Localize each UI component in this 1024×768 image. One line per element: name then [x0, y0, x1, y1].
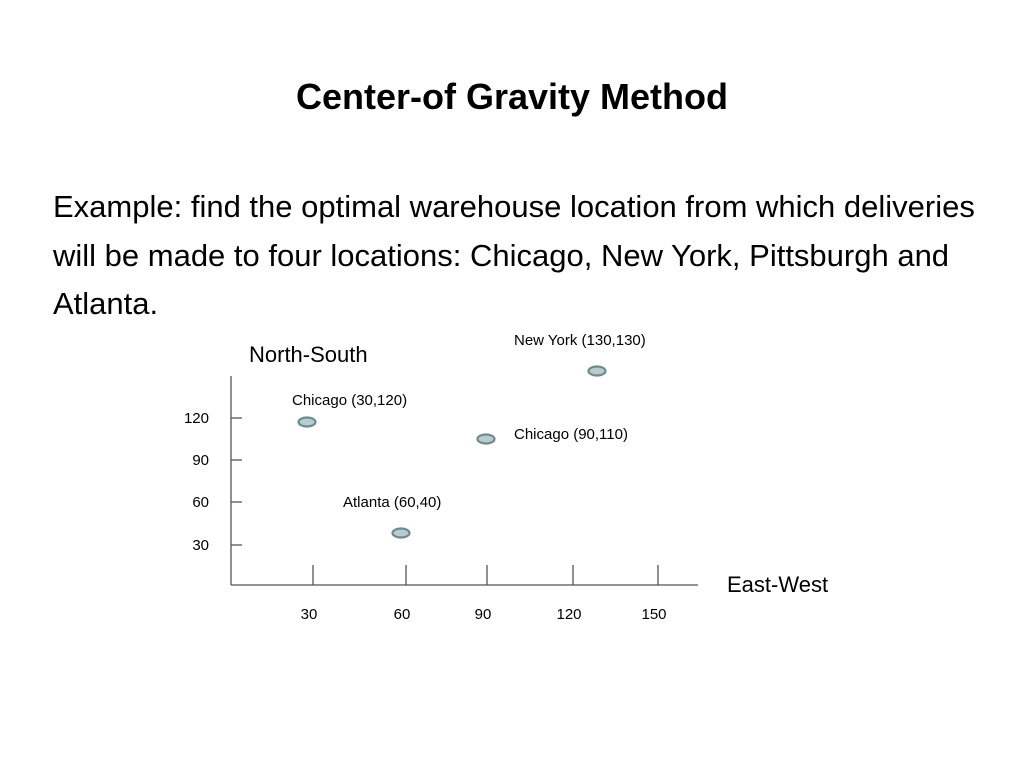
x-axis-title: East-West	[727, 572, 829, 597]
data-point	[478, 435, 495, 444]
slide-title: Center-of Gravity Method	[295, 76, 729, 117]
y-tick-label: 120	[183, 410, 209, 427]
y-axis-title: North-South	[249, 342, 368, 367]
data-point-label: New York (130,130)	[514, 332, 646, 349]
x-tick-label: 30	[300, 606, 318, 623]
data-point-label: Chicago (90,110)	[514, 426, 628, 443]
y-tick-label: 90	[192, 452, 209, 469]
x-tick-label: 120	[556, 606, 582, 623]
data-point-label: Chicago (30,120)	[292, 392, 408, 409]
x-tick-label: 60	[393, 606, 411, 623]
example-text: Example: find the optimal warehouse location from which deliveries will be made to four locations: Chicago, New York, Pittsburgh and Atlanta.	[53, 189, 975, 321]
y-tick-label: 60	[192, 494, 209, 511]
data-point	[299, 418, 316, 427]
y-tick-label: 30	[192, 537, 209, 554]
x-tick-label: 150	[641, 606, 667, 623]
data-point-label: Atlanta (60,40)	[343, 494, 442, 511]
data-point	[589, 367, 606, 376]
data-point	[393, 529, 410, 538]
x-tick-label: 90	[474, 606, 492, 623]
